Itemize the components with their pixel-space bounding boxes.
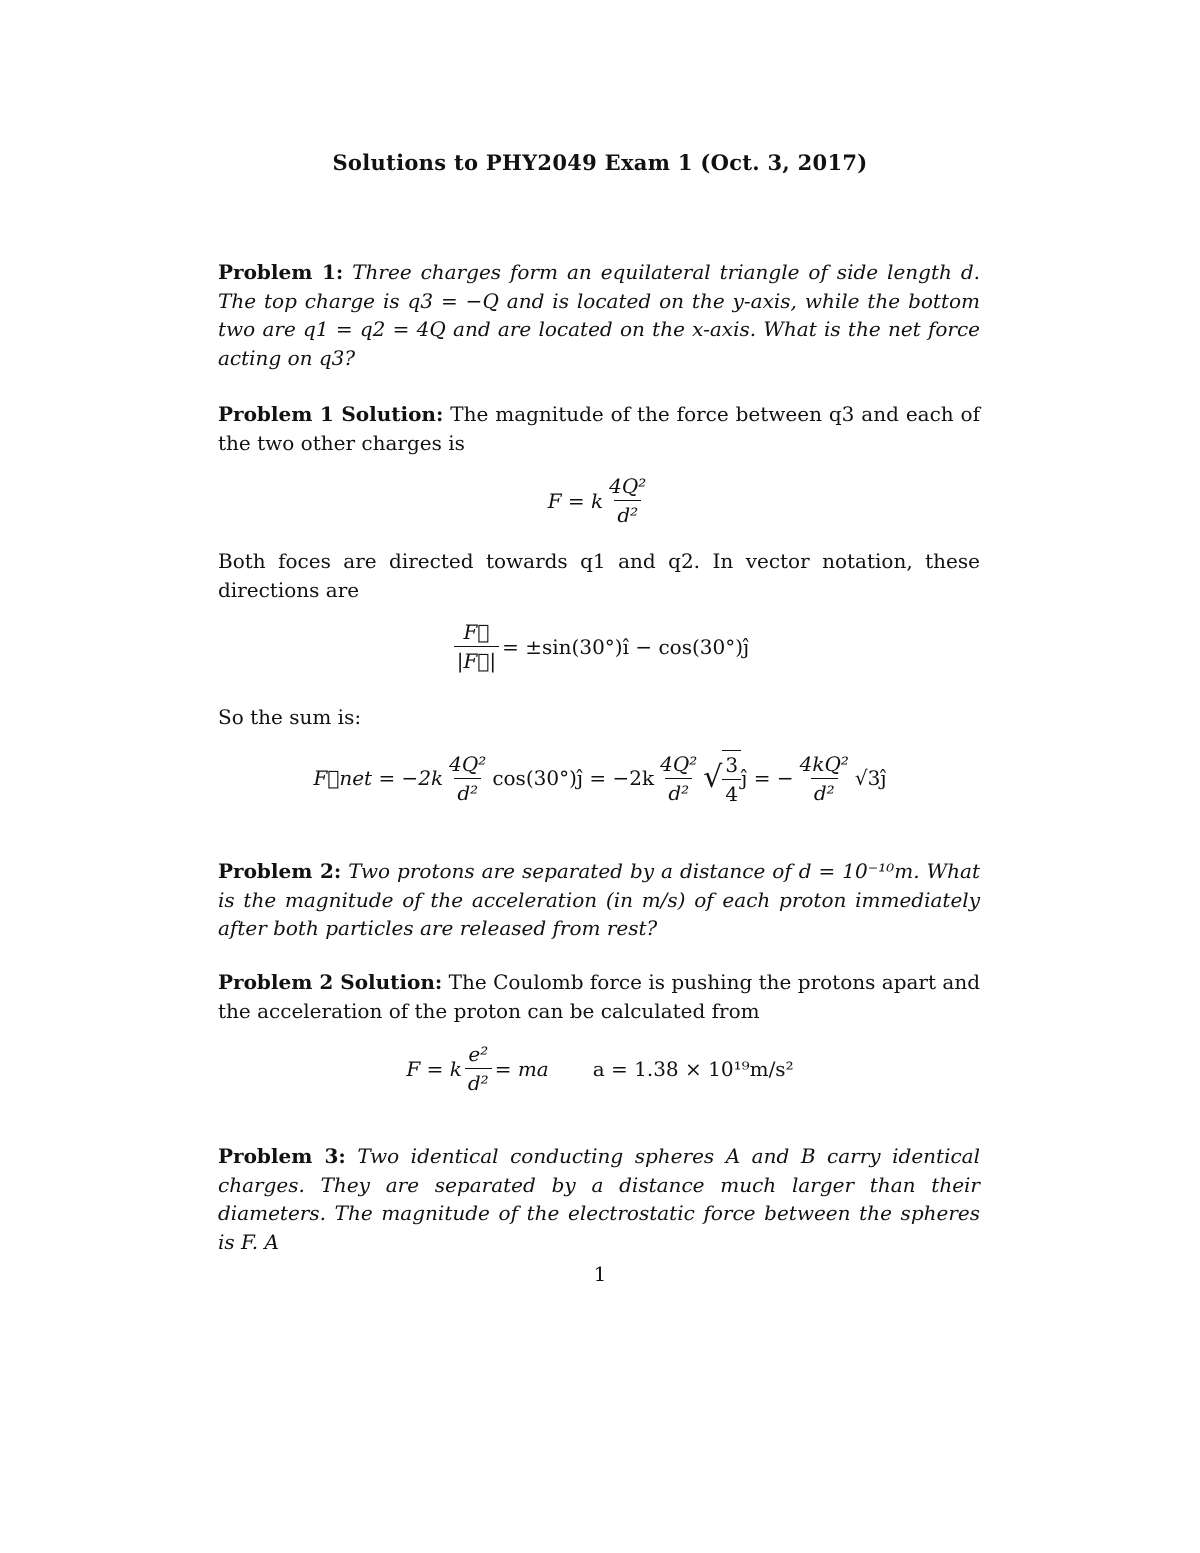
p2-eq-lhs: F = k (406, 1056, 462, 1081)
problem-1-solution-text: The magnitude of the force between q3 and each of the two other charges is (218, 402, 981, 455)
eq3-sqrt (703, 750, 741, 806)
problem-2-solution-text: The Coulomb force is pushing the protons apart and the acceleration of the proton can be calculated from (218, 970, 980, 1023)
problem-3 (218, 1142, 980, 1256)
eq1-denominator: d² (614, 500, 641, 527)
eq2-denominator: |F⃗| (454, 646, 499, 673)
problem-1-label: Problem 1: (218, 260, 344, 284)
eq3-sqrt-fraction (722, 753, 741, 806)
problem-1-solution-direction-text: Both foces are directed towards q1 and q2. In vector notation, these directions are (218, 549, 980, 602)
page-number: 1 (593, 1262, 607, 1286)
eq3-fraction-3 (797, 752, 852, 805)
problem-1 (218, 258, 980, 372)
p2-eq-fraction (465, 1042, 492, 1095)
p2-eq-rhs: a = 1.38 × 10¹⁹m/s² (592, 1056, 794, 1081)
p2-eq-numerator: e² (468, 1042, 489, 1066)
eq3-mid-2: ĵ = − (741, 766, 794, 790)
eq1-lhs: F = k (547, 488, 604, 513)
problem-2 (218, 857, 980, 943)
equation-acceleration (0, 1042, 1200, 1095)
problem-3-label: Problem 3: (218, 1144, 346, 1168)
eq2-rhs: = ±sin(30°)î − cos(30°)ĵ (502, 634, 750, 659)
eq3-f1-numerator: 4Q² (449, 751, 487, 776)
problem-1-solution (218, 400, 980, 457)
equation-net-force (0, 750, 1200, 806)
problem-1-text: Three charges form an equilateral triangle of side length d. The top charge is q3 = −Q and is located on the y-axis, while the bottom two are q1 = q2 = 4Q and are located on the x-axis. What is the net force acting on q3? (218, 260, 980, 370)
eq3-f2-denominator: d² (665, 778, 692, 805)
eq3-sqrt-denominator: 4 (722, 779, 741, 806)
problem-3-text: Two identical conducting spheres A and B carry identical charges. They are separated by a distance much larger than their diameters. The magnitude of the electrostatic force between the spheres is F. A (218, 1144, 980, 1254)
eq1-fraction (606, 474, 649, 527)
eq3-f3-denominator: d² (811, 778, 838, 805)
equation-force-magnitude (0, 474, 1200, 527)
problem-2-solution (218, 968, 980, 1025)
eq3-fraction-2 (657, 752, 700, 805)
eq3-f2-numerator: 4Q² (660, 751, 698, 776)
document-title: Solutions to PHY2049 Exam 1 (Oct. 3, 2017) (332, 150, 868, 175)
eq3-f1-denominator: d² (454, 778, 481, 805)
eq3-mid-1: cos(30°)ĵ = −2k (492, 766, 655, 790)
eq3-f3-numerator: 4kQ² (799, 751, 849, 776)
p2-eq-mid: = ma (494, 1056, 549, 1081)
p2-eq-denominator: d² (465, 1068, 492, 1095)
eq2-numerator: F⃗ (463, 620, 490, 644)
eq3-fraction-1 (446, 752, 489, 805)
problem-2-solution-label: Problem 2 Solution: (218, 970, 443, 994)
problem-2-text: Two protons are separated by a distance of d = 10⁻¹⁰m. What is the magnitude of the acceleration (in m/s) of each proton immediately after both particles are released from rest? (218, 859, 980, 940)
eq3-tail: √3ĵ (854, 766, 887, 790)
sqrt-radical-icon: √ (703, 760, 723, 795)
problem-1-solution-label: Problem 1 Solution: (218, 402, 444, 426)
eq1-numerator: 4Q² (609, 474, 647, 498)
eq3-sqrt-numerator: 3 (725, 753, 739, 777)
eq2-fraction (454, 620, 499, 673)
eq3-lhs: F⃗net = −2k (313, 766, 444, 790)
problem-1-solution-sum-text: So the sum is: (218, 705, 362, 729)
equation-direction (0, 620, 1200, 673)
problem-2-label: Problem 2: (218, 859, 342, 883)
